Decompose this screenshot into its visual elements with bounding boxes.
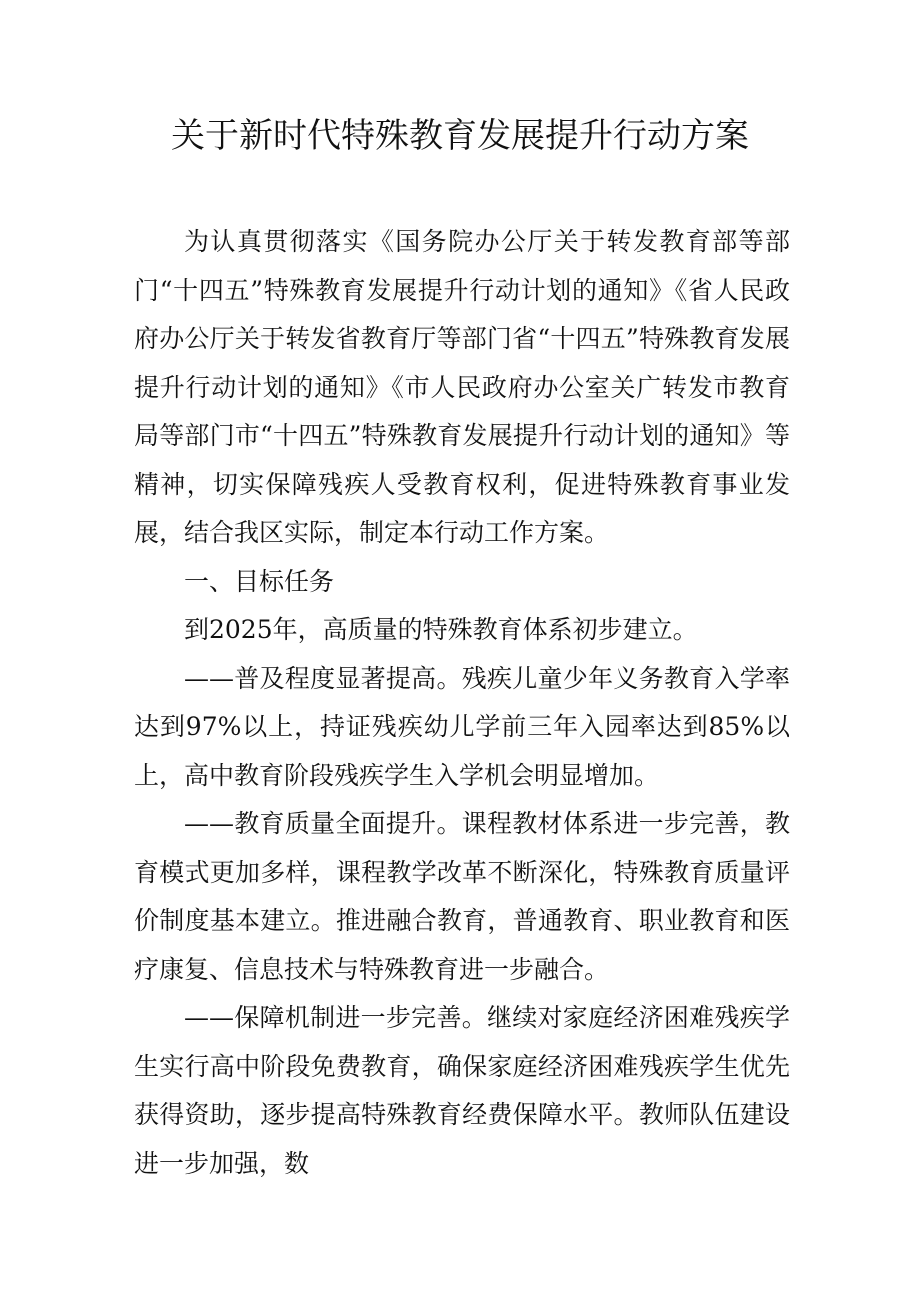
section-heading-goals: 一、目标任务 (184, 566, 335, 596)
goal-paragraph-guarantee: ——保障机制进一步完善。继续对家庭经济困难残疾学生实行高中阶段免费教育，确保家庭经济困难残疾学生优先获得资助，逐步提高特殊教育经费保障水平。教师队伍建设进一步加强，数 (134, 1003, 790, 1178)
goal-paragraph-coverage: ——普及程度显著提高。残疾儿童少年义务教育入学率达到97%以上，持证残疾幼儿学前三年入园率达到85%以上，高中教育阶段残疾学生入学机会明显增加。 (134, 663, 790, 790)
intro-paragraph: 为认真贯彻落实《国务院办公厅关于转发教育部等部门“十四五”特殊教育发展提升行动计划的通知》《省人民政府办公厅关于转发省教育厅等部门省“十四五”特殊教育发展提升行动计划的通知》《市人民政府办公室关广转发市教育局等部门市“十四五”特殊教育发展提升行动计划的通知》等精神，切实保障残疾人受教育权利，促进特殊教育事业发展，结合我区实际，制定本行动工作方案。 (134, 227, 790, 547)
goal-paragraph-quality: ——教育质量全面提升。课程教材体系进一步完善，教育模式更加多样，课程教学改革不断深化，特殊教育质量评价制度基本建立。推进融合教育，普通教育、职业教育和医疗康复、信息技术与特殊教育进一步融合。 (134, 809, 790, 984)
goal-summary-paragraph: 到2025年，高质量的特殊教育体系初步建立。 (184, 615, 698, 644)
document-body (134, 218, 790, 1188)
document-title: 关于新时代特殊教育发展提升行动方案 (171, 116, 749, 156)
